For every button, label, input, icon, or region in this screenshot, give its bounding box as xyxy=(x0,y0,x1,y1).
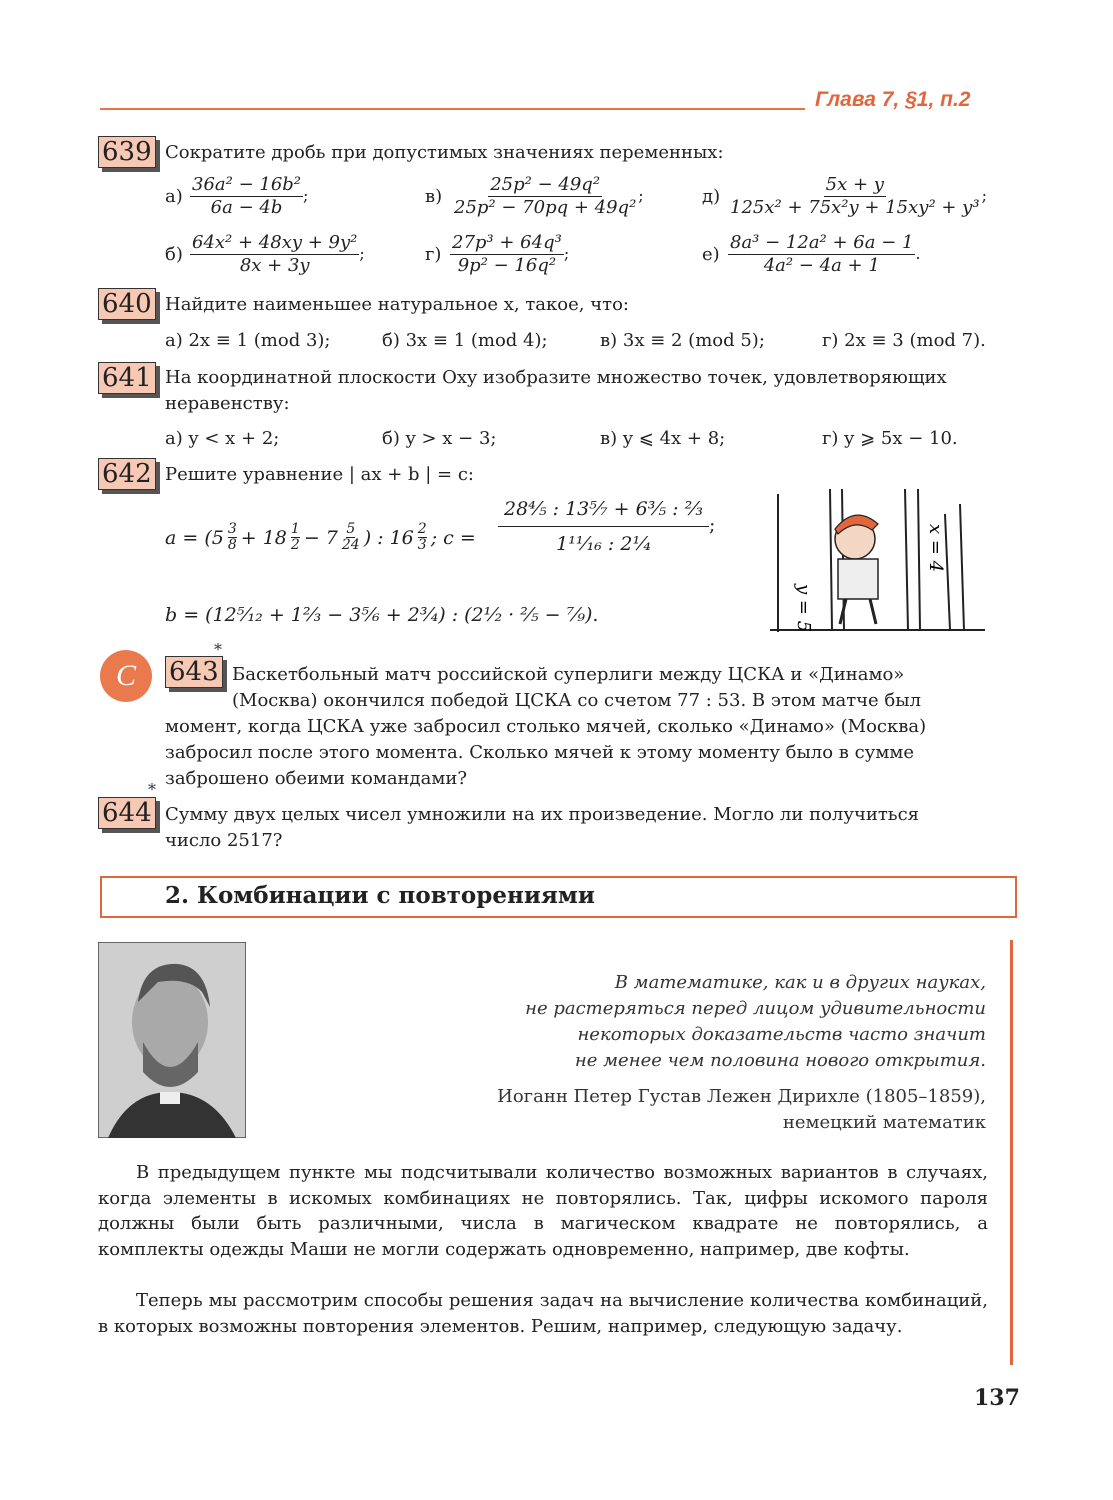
problem-643-line-3: момент, когда ЦСКА уже забросил столько мячей, сколько «Динамо» (Москва) xyxy=(165,716,927,737)
fraction xyxy=(418,522,427,553)
problem-number-644: 644 xyxy=(98,797,156,829)
problem-number-643: 643 xyxy=(165,656,223,688)
tail: ; xyxy=(563,244,570,263)
fraction-639b xyxy=(190,232,365,277)
denominator: 8 xyxy=(227,537,237,553)
difficulty-badge-c: C xyxy=(100,650,152,702)
item-label: г) xyxy=(425,244,442,265)
numerator: 64x² + 48xy + 9y² xyxy=(192,232,358,253)
numerator: 1 xyxy=(290,521,300,537)
problem-643-line-2: (Москва) окончился победой ЦСКА со счетом 77 : 53. В этом матче был xyxy=(232,690,922,711)
numerator: 8a³ − 12a² + 6a − 1 xyxy=(730,232,914,253)
label-x4: x = 4 xyxy=(925,524,946,573)
problem-644-line-2: число 2517? xyxy=(165,830,283,851)
problem-643-line-5: заброшено обеими командами? xyxy=(165,768,468,789)
fraction xyxy=(228,522,237,553)
quote-rule xyxy=(1010,940,1013,1365)
item-640b: б) 3x ≡ 1 (mod 4); xyxy=(382,330,548,351)
numerator: 27p³ + 64q³ xyxy=(452,232,562,253)
denominator: 1¹¹⁄₁₆ : 2¹⁄₄ xyxy=(556,533,651,555)
expr-part: + 18 xyxy=(240,526,287,549)
header-rule xyxy=(100,108,805,110)
problem-643-line-4: забросил после этого момента. Сколько мячей к этому моменту было в сумме xyxy=(165,742,914,763)
denominator: 2 xyxy=(290,537,300,553)
problem-number-642: 642 xyxy=(98,458,156,490)
fraction-639g xyxy=(450,232,569,277)
numerator: 25p² − 49q² xyxy=(490,174,601,195)
body-paragraph-2: Теперь мы рассмотрим способы решения задач на вычисление количества комбинаций, в которых возможны повторения элементов. Решим, например, следующую задачу. xyxy=(98,1290,988,1337)
item-641g: г) y ⩾ 5x − 10. xyxy=(822,428,958,449)
star-mark: * xyxy=(148,780,156,799)
quote-line-1: В математике, как и в других науках, xyxy=(614,972,986,993)
tail: ; xyxy=(638,186,644,205)
portrait-dirichlet xyxy=(98,942,246,1138)
section-title: 2. Комбинации с повторениями xyxy=(165,882,595,909)
problem-639-text: Сократите дробь при допустимых значениях переменных: xyxy=(165,142,724,163)
tail: ; xyxy=(981,186,987,205)
page-number: 137 xyxy=(974,1385,1020,1411)
denominator: 125x² + 75x²y + 15xy² + y³ xyxy=(730,197,980,218)
problem-640-text: Найдите наименьшее натуральное x, такое, что: xyxy=(165,294,629,315)
numerator: 5x + y xyxy=(825,174,884,195)
problem-number-639: 639 xyxy=(98,136,156,168)
problem-643-line-1: Баскетбольный матч российской суперлиги между ЦСКА и «Динамо» xyxy=(232,664,905,685)
item-641b: б) y > x − 3; xyxy=(382,428,497,449)
cartoon-illustration xyxy=(760,484,990,634)
item-label: б) xyxy=(165,244,183,265)
denominator: 8x + 3y xyxy=(239,255,310,276)
quote-line-2: не растеряться перед лицом удивительности xyxy=(525,998,986,1019)
fraction-639a xyxy=(190,174,308,219)
tail: ; xyxy=(303,186,309,205)
fraction xyxy=(291,522,300,553)
numerator: 2 xyxy=(417,521,427,537)
quote-line-4: не менее чем половина нового открытия. xyxy=(574,1050,986,1071)
fraction-639d xyxy=(728,174,987,219)
tail: ; xyxy=(359,244,365,263)
denominator: 24 xyxy=(341,537,360,553)
expr-part: − 7 xyxy=(303,526,338,549)
fraction-639v xyxy=(452,174,644,219)
item-label: в) xyxy=(425,186,443,207)
fraction-639e xyxy=(728,232,921,277)
numerator: 36a² − 16b² xyxy=(192,174,302,195)
item-641v: в) y ⩽ 4x + 8; xyxy=(600,428,726,449)
problem-number-640: 640 xyxy=(98,288,156,320)
item-640a: а) 2x ≡ 1 (mod 3); xyxy=(165,330,331,351)
quote-author-role: немецкий математик xyxy=(782,1112,986,1133)
expr-part: ; c = xyxy=(430,526,476,549)
expression-b: b = (12⁵⁄₁₂ + 1²⁄₃ − 3⁵⁄₆ + 2³⁄₄) : (2¹⁄₂ · ²⁄₅ − ⁷⁄₉). xyxy=(165,604,599,626)
problem-number-641: 641 xyxy=(98,362,156,394)
denominator: 3 xyxy=(417,537,427,553)
numerator: 28⁴⁄₅ : 13⁵⁄₇ + 6³⁄₅ : ²⁄₃ xyxy=(498,492,709,527)
expr-part: a = (5 xyxy=(165,526,224,549)
problem-644-line-1: Сумму двух целых чисел умножили на их произведение. Могло ли получиться xyxy=(165,804,920,825)
quote-line-3: некоторых доказательств часто значит xyxy=(577,1024,986,1045)
item-label: д) xyxy=(702,186,721,207)
item-641a: а) y < x + 2; xyxy=(165,428,280,449)
label-y5: y = 5 xyxy=(793,584,814,633)
quote-author: Иоганн Петер Густав Лежен Дирихле (1805–1859), xyxy=(497,1086,986,1107)
denominator: 9p² − 16q² xyxy=(457,255,557,276)
expression-a xyxy=(165,522,476,553)
expression-c: $\frac{\text{28⁴⁄₅ : 13⁵⁄₇ + 6³⁄₅ : ²⁄₃}}{\text{1¹¹⁄₁₆ : 2¹⁄₄}}$ ; xyxy=(498,492,715,561)
star-mark: * xyxy=(214,640,222,659)
item-label: а) xyxy=(165,186,183,207)
problem-641-text: На координатной плоскости Oxy изобразите множество точек, удовлетворяющих неравенству: xyxy=(165,367,947,414)
body-paragraph-1: В предыдущем пункте мы подсчитывали количество возможных вариантов в случаях, когда элементы в искомых комбинациях не повторялись. Так, цифры искомого пароля должны были быть различными, числа в магическом квадрате не повторялись, а комплекты одежды Маши не могли содержать одновременно, например, две кофты. xyxy=(98,1162,988,1260)
chapter-reference: Глава 7, §1, п.2 xyxy=(815,88,971,111)
item-640g: г) 2x ≡ 3 (mod 7). xyxy=(822,330,986,351)
item-640v: в) 3x ≡ 2 (mod 5); xyxy=(600,330,765,351)
denominator: 25p² − 70pq + 49q² xyxy=(454,197,637,218)
expr-part: ) : 16 xyxy=(363,526,414,549)
problem-642-text: Решите уравнение | ax + b | = c: xyxy=(165,464,474,485)
numerator: 3 xyxy=(227,521,237,537)
numerator: 5 xyxy=(346,521,356,537)
fraction xyxy=(342,522,360,553)
tail: . xyxy=(915,244,921,263)
item-label: е) xyxy=(702,244,720,265)
denominator: 4a² − 4a + 1 xyxy=(763,255,880,276)
denominator: 6a − 4b xyxy=(210,197,283,218)
